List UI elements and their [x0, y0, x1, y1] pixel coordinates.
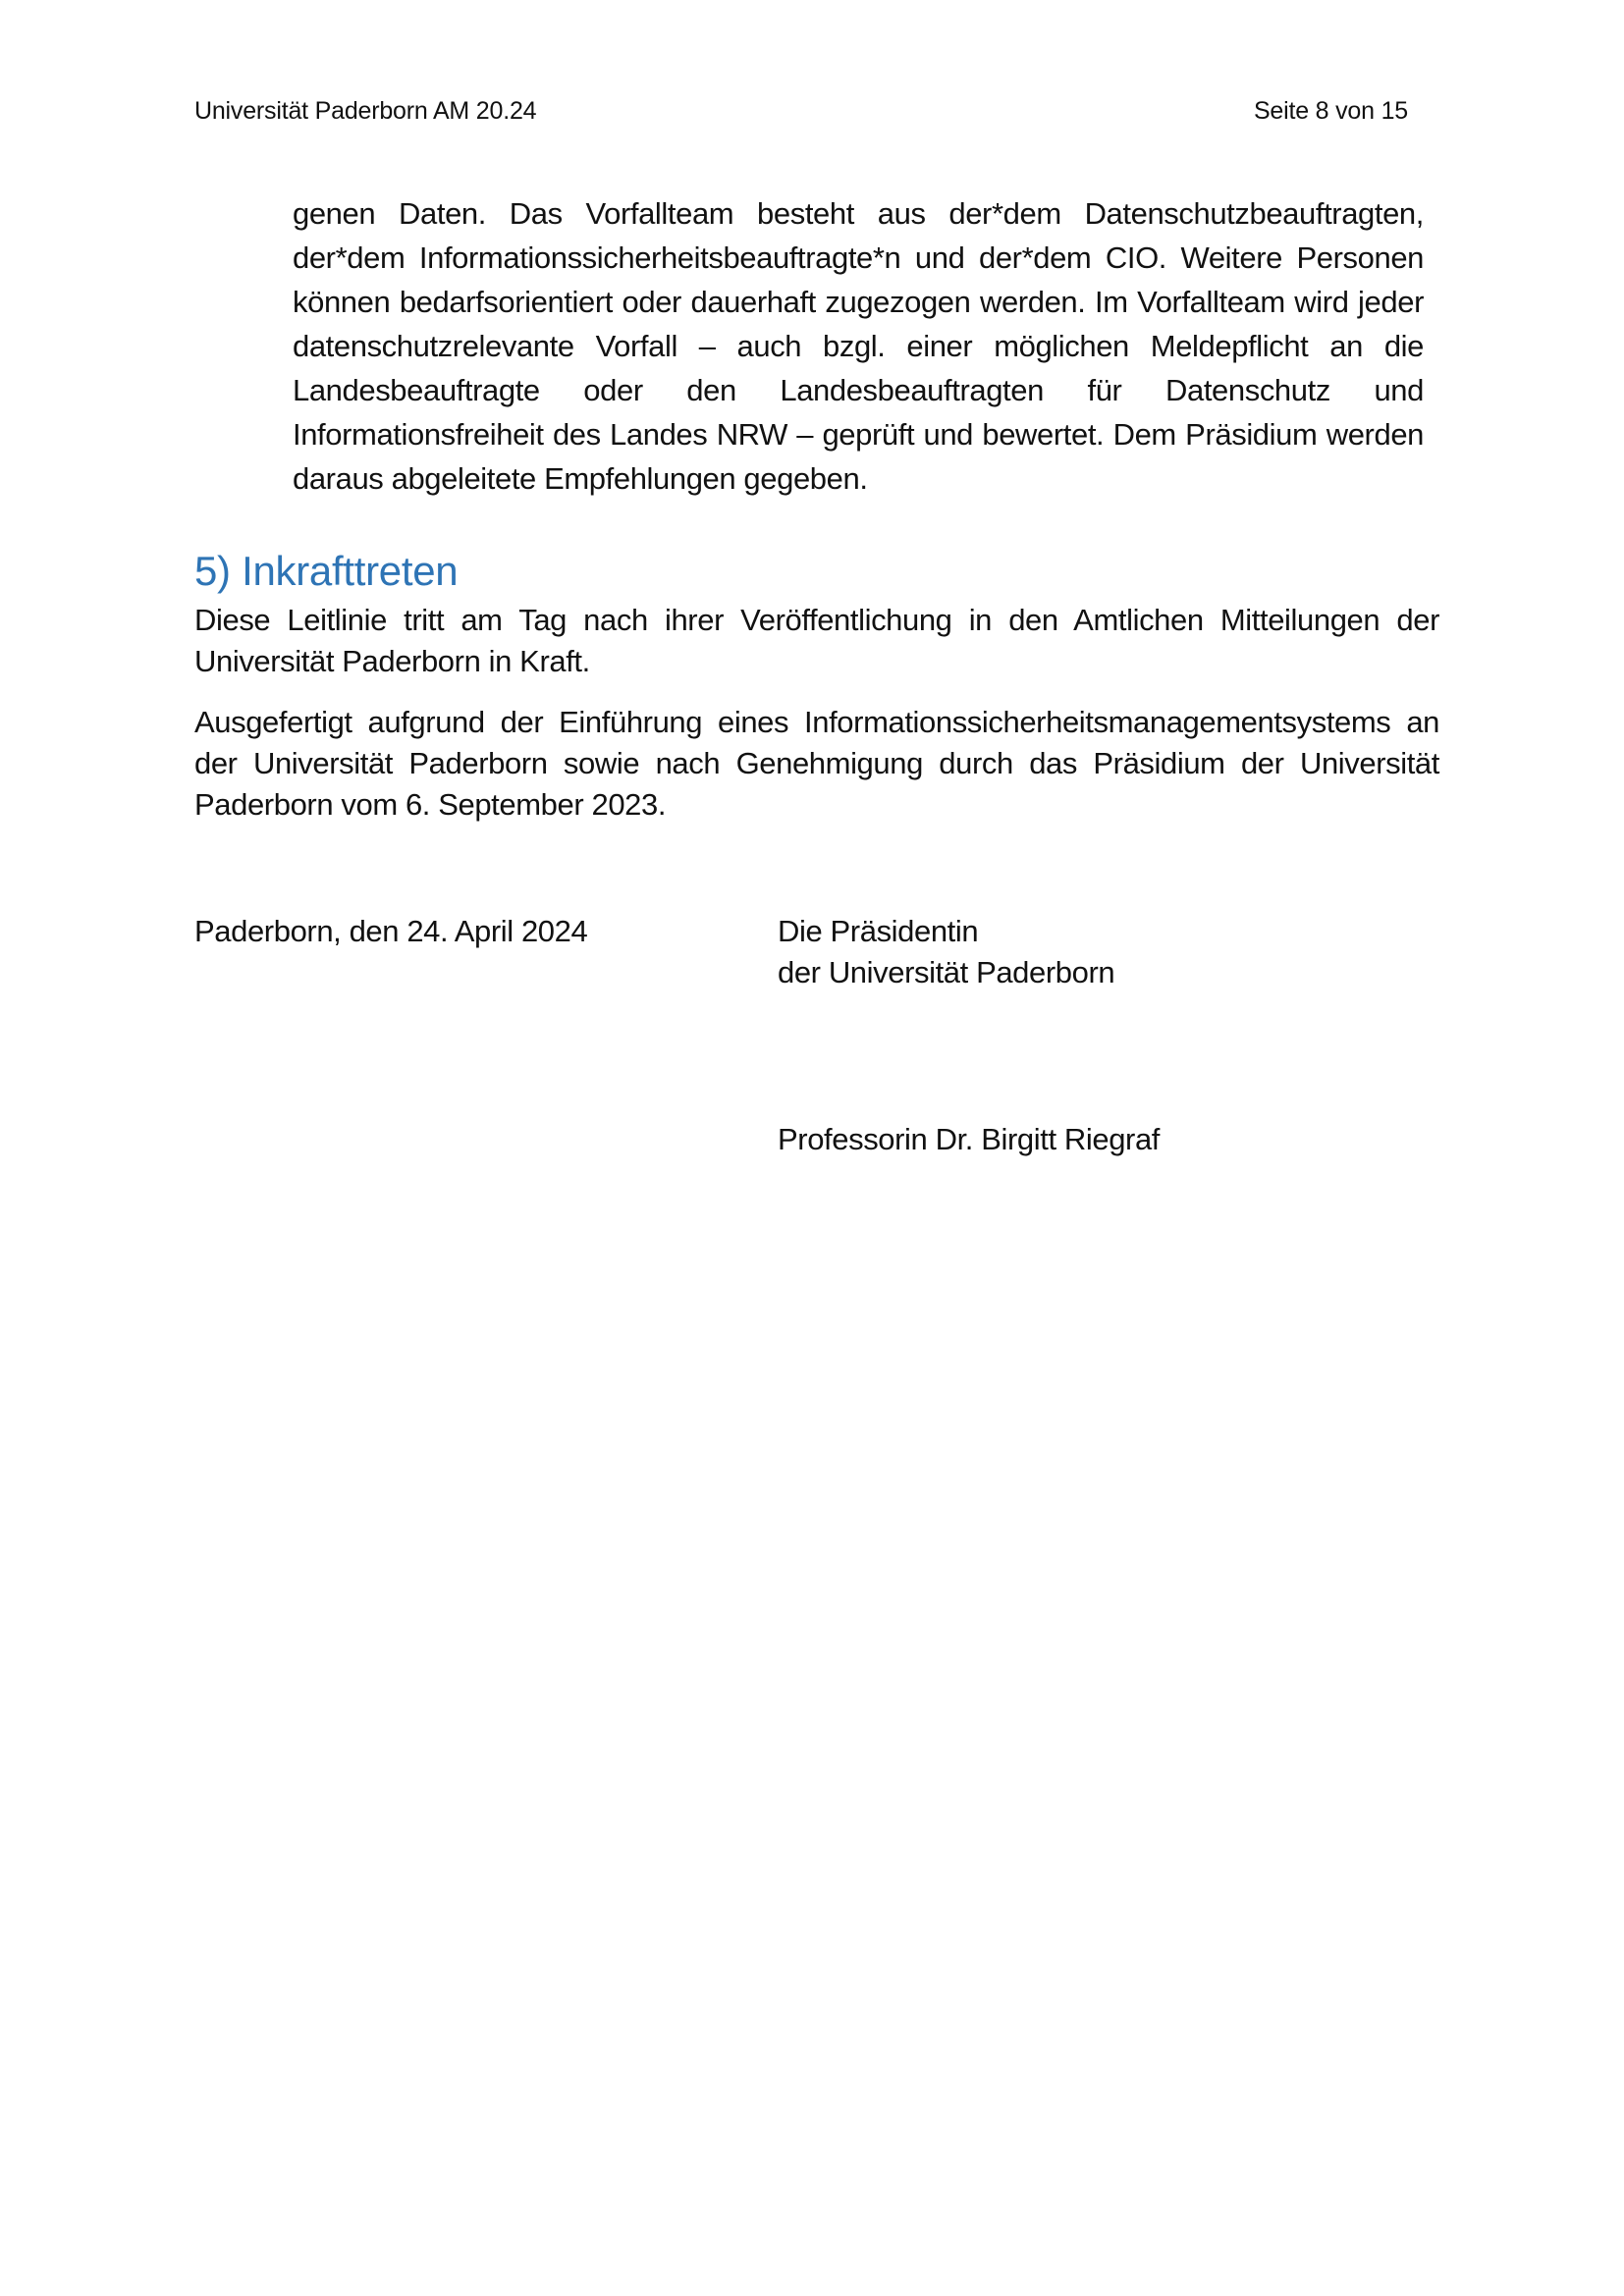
header-document-id: Universität Paderborn AM 20.24: [194, 97, 537, 125]
paragraph-inkrafttreten: Diese Leitlinie tritt am Tag nach ihrer Veröffentlichung in den Amtlichen Mitteilungen der Universität Paderborn in Kraft.: [194, 603, 1439, 678]
header-page-number: Seite 8 von 15: [1253, 97, 1408, 125]
section-heading-inkrafttreten: 5) Inkrafttreten: [194, 548, 459, 594]
signature-title-line1: Die Präsidentin: [778, 914, 979, 948]
continuation-paragraph: [293, 191, 1424, 501]
paragraph-ausgefertigt: Ausgefertigt aufgrund der Einführung eines Informationssicherheitsmanagementsystems an der Universität Paderborn sowie nach Genehmigung durch das Präsidium der Universität Paderborn vom 6. September 2023.: [194, 705, 1439, 822]
signature-name: Professorin Dr. Birgitt Riegraf: [778, 1122, 1161, 1156]
signature-place-date: Paderborn, den 24. April 2024: [194, 914, 588, 948]
continuation-text: genen Daten. Das Vorfallteam besteht aus der*dem Datenschutzbeauftragten, der*dem Informationssicherheitsbeauftragte*n und der*dem CIO. Weitere Personen können bedarfsorientiert oder dauerhaft zugezogen werden. Im Vorfallteam wird jeder datenschutzrelevante Vorfall – auch bzgl. einer möglichen Meldepflicht an die Landesbeauftragte oder den Landesbeauftragten für Datenschutz und Informationsfreiheit des Landes NRW – geprüft und bewertet. Dem Präsidium werden daraus abgeleitete Empfehlungen gegeben.: [293, 196, 1424, 496]
signature-title-line2: der Universität Paderborn: [778, 955, 1115, 989]
signature-title: [778, 911, 1114, 993]
section-body: [194, 600, 1439, 845]
